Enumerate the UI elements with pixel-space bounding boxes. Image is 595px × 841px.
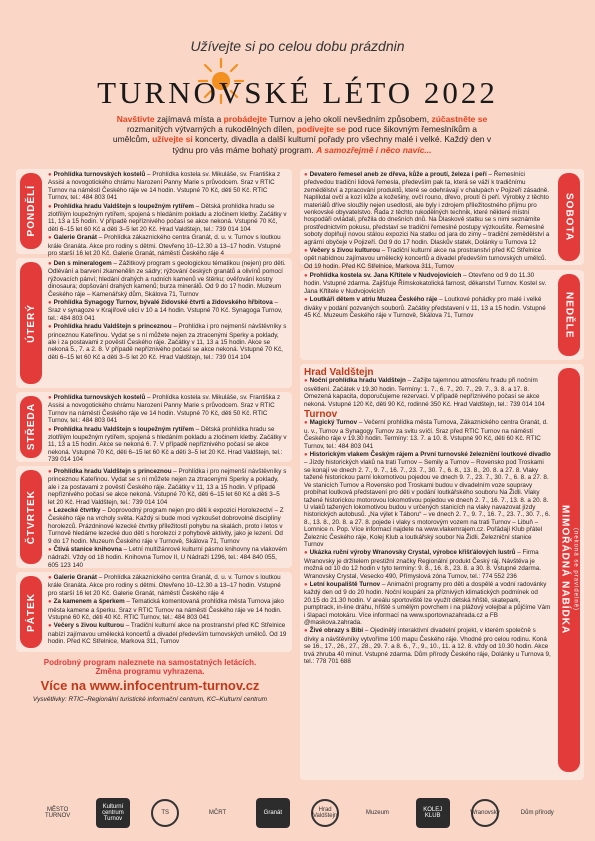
entry-title: Galerie Granát xyxy=(53,574,98,581)
program-entry xyxy=(48,546,288,569)
intro-segment: zajímavá místa a xyxy=(154,114,224,124)
day-tab-ctvrtek xyxy=(20,470,42,564)
day-label: NEDĚLE xyxy=(563,291,575,339)
program-entry xyxy=(48,203,288,234)
day-tab-patek xyxy=(20,576,42,648)
program-entry xyxy=(304,627,552,665)
partner-logo: Muzeum xyxy=(365,810,389,816)
day-tab-mimoradna xyxy=(558,368,580,772)
entries-pondeli xyxy=(48,171,288,258)
entry-title: Historickým vlakem Českým rájem a První turnovské železniční loutkové divadlo xyxy=(309,451,551,459)
entry-title: Devatero řemesel aneb ze dřeva, kůže a proutí, železa i peří xyxy=(309,171,487,178)
entries-patek xyxy=(48,574,288,647)
entries-streda xyxy=(48,394,288,465)
entry-title: Ukázka ruční výroby Wranovsky Crystal, výrobce křišťálových lustrů xyxy=(309,549,516,557)
entry-text: – Zažijte tajemnou atmosféru hradu při nočním osvětlení. Začátek v 19.30 hodin. Termíny: 1. 7., 6. 7., 20. 7., 29. 7., 3. 8. a 17. 8. Omezená kapacita, doporučujeme rezervaci. V případě nepříznivého počasí se akce nekoná. Vstupné 120 Kč, děti 90 Kč, rodinné 350 Kč. Hrad Valdštejn, tel.: 739 014 104 xyxy=(304,377,545,408)
program-entry xyxy=(48,468,288,506)
entry-title: Prohlídka turnovských kostelů xyxy=(53,171,146,178)
day-block-ctvrtek xyxy=(16,466,292,568)
entry-text: – Letní multižánrové kulturní pásmo knihovny na vlakovém nádraží. Vždy od 18 hodin. Knihovna Turnov II, U Nádraží 1296, tel.: 484 840 055, 605 123 140 xyxy=(48,546,288,569)
entry-text: – Otevřeno od 9 do 11.30 hodin. Vstupné zdarma. Zajišťuje Římskokatolická farnost, děkanství Turnov. Kostel sv. Jana Křtitele v Nudvojovicích xyxy=(304,272,547,295)
partner-logo: KOLEJ KLUB xyxy=(416,798,450,828)
entry-text: – Tematická komentovaná prohlídka města Turnova jako města kamene a šperku. Sraz v RTIC Turnov na náměstí Českého ráje ve 14 hodin. Vstupné 60 Kč, děti 40 Kč. RTIC Turnov, tel.: 484 803 041 xyxy=(48,598,284,622)
bullet-icon: ● xyxy=(304,452,308,459)
footer-note xyxy=(20,658,280,703)
partner-logo: Dům přírody xyxy=(520,810,554,816)
entries-nedele xyxy=(304,272,552,320)
day-block-pondeli xyxy=(16,169,292,258)
entry-title: Magický Turnov xyxy=(309,419,358,427)
bullet-icon: ● xyxy=(304,273,308,279)
intro-segment: Navštivte xyxy=(116,114,155,124)
intro-segment: Turnov a jeho okolí nevšedním způsobem, xyxy=(267,114,432,124)
program-entry xyxy=(48,507,288,545)
program-entry xyxy=(304,247,552,270)
entry-text: – Ojedinělý interaktivní divadelní projekt, v kterém společně s dívky a návštěvníky vytvoříme 100 mapu Českého ráje. Vhodné pro celou rodinu. Koná se 16., 17., 26., 27., 28., 29. 7. a 8. 6., 7., 9., 10., 11. a 12. 8. vždy od 10.30 hodin. Akce trvá zhruba 40 minut. Vstupné zdarma. Dům přírody Českého ráje, Dolánky u Turnova 9, tel.: 778 701 688 xyxy=(304,627,551,666)
program-entry xyxy=(48,394,288,425)
day-block-sobota xyxy=(300,169,584,270)
partner-logos xyxy=(0,785,595,841)
day-label: SOBOTA xyxy=(563,192,575,242)
footer-note-2: Změna programu vyhrazena. xyxy=(95,667,205,676)
intro-segment: koncerty, divadla a další kulturní pořady pro všechny malé i velké. Každý den v týdnu pro vás máme bohatý program. xyxy=(172,134,492,155)
section-heading: Turnov xyxy=(304,409,338,421)
entry-title: Prohlídka hradu Valdštejn s loupežným rytířem xyxy=(53,202,194,210)
bullet-icon: ● xyxy=(48,203,52,210)
program-entry xyxy=(304,272,552,295)
day-label: ČTVRTEK xyxy=(25,489,37,545)
partner-logo: Hrad Valdštejn xyxy=(311,799,339,827)
program-entry xyxy=(48,299,288,322)
entries-ctvrtek xyxy=(48,468,288,570)
entry-text: – Doprovodný program nejen pro děti k expozici Horolezectví – Z Českého ráje na vrcholy světa. Každý si bude moci vyzkoušet dobrovolné disciplíny horolezců. Prázdninové lezecké čtvrtky příležitostí pohybu na skalách, proto i letos v Turnově hledáme lezecké duo dětí s horolezci z pohybově aktivity, jako je lezení. Od 9 do 17 hodin. Muzeum Českého ráje v Turnově, Skálova 71, Turnov xyxy=(48,507,284,545)
intro-segment: A samozřejmě i něco navíc... xyxy=(316,144,432,155)
entry-title: Čtivá stanice knihovna xyxy=(53,546,122,554)
intro-segment: rozmanitých výtvarných a rukodělných dílen, xyxy=(126,124,297,135)
bullet-icon: ● xyxy=(48,235,52,242)
day-label: MIMOŘÁDNÁ NABÍDKA xyxy=(559,505,571,635)
intro-segment: probádejte xyxy=(223,114,268,124)
entry-text: – Prohlídka zákaznického centra Granát, d. u. v. Turnov s loutkou krále Granáta. Akce pro rodiny s dětmi. Otevřeno 10–12.30 a 13–17 hodin. Vstupné pro starší 16 let 20 Kč. Galerie Granát, náměstí Českého ráje 4 xyxy=(48,574,281,597)
bullet-icon: ● xyxy=(304,378,308,385)
page-title: TURNOVSKÉ LÉTO 2022 xyxy=(97,75,498,110)
program-entry xyxy=(48,426,288,464)
program-entry xyxy=(304,581,552,626)
day-tab-streda xyxy=(20,396,42,458)
program-entry xyxy=(304,549,552,580)
bullet-icon: ● xyxy=(304,248,308,255)
bullet-icon: ● xyxy=(304,581,308,588)
day-block-mimoradna xyxy=(300,364,584,780)
day-block-utery xyxy=(16,258,292,388)
entry-title: Prohlídka hradu Valdštejn s princeznou xyxy=(53,468,172,475)
partner-logo: Kulturní centrum Turnov xyxy=(96,798,130,828)
footer-site-prefix: Více na xyxy=(40,678,90,693)
entry-title: Živé obrazy s Bibi xyxy=(309,627,364,635)
subtitle: Užívejte si po celou dobu prázdnin xyxy=(190,38,405,54)
program-entry xyxy=(48,622,288,645)
program-entry xyxy=(304,451,552,548)
entry-title: Noční prohlídka hradu Valdštejn xyxy=(309,377,406,385)
entries-utery xyxy=(48,260,288,362)
day-label: PONDĚLÍ xyxy=(25,185,37,237)
entry-text: – Jízdy historických vlaků na trati Turnov – Semily a Turnov – Rovensko pod Troskami se konají ve dnech 2. 7., 9. 7., 16. 7., 23. 7., 30. 7., 6. 8., 13. 8., 20. 8. a 27. 8. Vlaky tažené historickou parní lokomotivou pojedou ve dnech 9. 7., 23. 7., 30. 7., 6. 8. a 27. 8. Ve stanicích Turnov a Rovensko pod Troskami budou v divadelním voze soupravy probíhat loutková představení pro děti v podání loutkářského souboru Na Židli. Vlaky tažené historickou motorovou lokomotivou pojedou ve dnech 2. 7., 16. 7., 13. 8. a 20. 8. U vlaků tažených lokomotivou budou v určených stanicích na vlaky navazovat jízdy historických autobusů. „Na výlet k Táboru“ – ve dnech 2. 7., 9. 7., 16. 7., 23. 7., 30. 7., 6. 8., 13. 8., 20. 8. a 27. 8. pojede i vlaky s motorovým vozem na trati Turnov – Libuň – Lomnice n. Pop. Více informací najdete na www.vlakemrajem.cz. Pořádají Klub přátel Železnic Českého ráje, Kolej Klub a loutkářský soubor Na Židli. Železniční stanice Turnov xyxy=(304,459,551,548)
program-entry xyxy=(48,171,288,202)
bullet-icon: ● xyxy=(304,628,308,635)
entry-text: – Prohlídka i pro nejmenší návštěvníky s princeznou Kateřinou. Vydat se s ní můžete nejen za ztracenými Sperky a poklady, ale i za postavami z pověstí Českého ráje. Začátky v 11, 13 a 15 hodin. V případě nepříznivého počasí se akce nekoná. Vstupné 70 Kč, děti 6–15 let 60 Kč a děti 3–5 let 20 Kč. Hrad Valdštejn, tel.: 739 014 104 xyxy=(48,468,287,506)
footer-site-link[interactable]: www.infocentrum-turnov.cz xyxy=(89,678,260,693)
entry-title: Lezecké čtvrtky xyxy=(53,507,101,515)
program-entry xyxy=(48,598,288,621)
day-label: PÁTEK xyxy=(25,592,37,632)
bullet-icon: ● xyxy=(48,575,52,581)
bullet-icon: ● xyxy=(48,395,52,401)
day-tab-utery xyxy=(20,262,42,384)
entry-text: – Loutkové pohádky pro malé i velké diváky v podání pozvaných souborů. Začátky představení v 11, 13 a 15 hodin. Vstupné 45 Kč. Muzeum Českého ráje v Turnově, Skálova 71, Turnov xyxy=(304,296,546,320)
bullet-icon: ● xyxy=(48,469,52,475)
footer-note-1: Podrobný program naleznete na samostatných letácích. xyxy=(43,658,257,667)
bullet-icon: ● xyxy=(48,324,52,331)
day-tab-nedele xyxy=(558,274,580,356)
intro-segment: podívejte se xyxy=(296,124,346,135)
footer-abbr: Vysvětlivky: RTIC–Regionální turistické informační centrum, KC–Kulturní centrum xyxy=(32,696,268,703)
day-tab-pondeli xyxy=(20,173,42,249)
partner-logo: Granát xyxy=(256,798,290,828)
day-block-nedele xyxy=(300,270,584,360)
entry-title: Loutkáři dětem v atriu Muzea Českého ráje xyxy=(309,296,438,304)
bullet-icon: ● xyxy=(304,550,308,557)
entries-mimoradna xyxy=(304,366,552,666)
program-entry xyxy=(48,234,288,257)
bullet-icon: ● xyxy=(48,599,52,606)
partner-logo: Wranovsky xyxy=(471,799,499,827)
header xyxy=(0,0,595,168)
entry-text: – Prohlídka kostela sv. Mikuláše, sv. Františka z Assisi a novogotického chrámu Narození Panny Marie s průvodcem. Sraz v RTIC Turnov na náměstí Českého ráje ve 14 hodin. Vstupné 70 Kč, děti 50 Kč. RTIC Turnov, tel.: 484 803 041 xyxy=(48,171,281,202)
mimoradna-note: (nekoná se pravidelně) xyxy=(572,528,579,612)
bullet-icon: ● xyxy=(304,297,308,304)
entry-title: Prohlídka turnovských kostelů xyxy=(53,394,146,401)
entry-title: Za kamenem a šperkem xyxy=(53,598,125,606)
intro-segment: pod ruce šikovným řemeslníkům a umělcům, xyxy=(112,124,478,145)
day-tab-sobota xyxy=(558,173,580,261)
entry-title: Prohlídka hradu Valdštejn s loupežným rytířem xyxy=(53,425,194,433)
entry-title: Letní koupaliště Turnov xyxy=(309,580,381,588)
entry-text: – Prohlídka zákaznického centra Granát, d. u. v. Turnov s loutkou krále Granáta. Akce pro rodiny s dětmi. Otevřeno 10–12.30 a 13–17 hodin. Vstupné pro starší 16 let 20 Kč. Galerie Granát, náměstí Českého ráje 4 xyxy=(48,234,281,258)
entry-text: – Řemeslníci předvedou tradiční lidová řemesla, především pak ta, která se váží k tradičnímu zemědělství a zpracování produktů, které se odehrávají v chalupách v Pojizeří zásadně. Naplíkdal ovčí a kozí kůže a kožešiny, ovčí rouno, dřevo, proutí či peří. Výrobky z těchto materiálů dříve sloužily nejen usedlosti, ale byly i zdrojem příležitostného příjmu pro venkovské obyvatelstvo. Řada z těchto rukodělných technik, které některé místní hospodáři ovládali, přežila do dnešních dnů. Na Dlaskově statku se s nimi seznámíte prostřednictvím pokusu, představí se tradiční řemeslné postupy výzkoušíte. Řemeslné soboty doplňují novou stálou expozici Na statku od jara do zimy – tradiční zemědělství a agrární obyčeje v Pojizeří. Od 9 do 17 hodin. Dlaskův statek, Dolánky u Turnova 12 xyxy=(304,171,550,246)
bullet-icon: ● xyxy=(48,508,52,515)
program-entry xyxy=(48,260,288,298)
program-entry xyxy=(304,419,552,450)
entry-text: – Firma Wranovsky je držitelem prestižní značky Regionální produkt Český ráj. Návštěva je možná od 10 do 12 hodin v tyto termíny: 9. 8., 16. 8., 23. 8. a 30. 8. Vstupné zdarma. Wranovsky Crystal, Vesecko 490, Přímyslová zóna Turnov, tel.: 774 552 236 xyxy=(304,549,541,580)
entry-title: Večery s živou kulturou xyxy=(309,247,380,255)
intro-segment: zúčastněte se xyxy=(431,114,488,124)
entry-title: Den s mineralogem xyxy=(53,260,112,267)
bullet-icon: ● xyxy=(48,623,52,630)
partner-logo: MĚSTO TURNOV xyxy=(44,807,71,819)
day-block-streda xyxy=(16,392,292,462)
bullet-icon: ● xyxy=(304,172,308,178)
program-entry xyxy=(304,296,552,319)
entry-title: Večery s živou kulturou xyxy=(53,622,124,630)
entry-title: Galerie Granát xyxy=(53,234,98,242)
intro-segment: užívejte si xyxy=(152,134,193,145)
entry-title: Prohlídka kostela sv. Jana Křtitele v Nudvojovicích xyxy=(309,272,462,279)
bullet-icon: ● xyxy=(48,300,52,307)
entry-text: – Dětská prohlídka hradu se zlotřilým loupežným rytířem, spojená s hledáním pokladu a zločinem kletby. Začátky v 11, 13 a 15 hodin. V případě nepříznivého počasí se akce nekoná. Vstupné 70 Kč, děti 6–15 let 60 Kč a děti 3–5 let 20 Kč. Hrad Valdštejn, tel.: 739 014 104 xyxy=(48,202,287,233)
entry-text: – Prohlídka i pro nejmenší návštěvníky s princeznou Kateřinou. Vydat se s ní můžete nejen za ztracenými Sperky a poklady, ale i za postavami z pověstí Českého ráje. Začátky v 11, 13 a 15 hodin. Akce se nekoná 5., 7. a 2. 8. V případě nepříznivého počasí se akce nekoná. Vstupné 70 Kč, děti 6–15 let 60 Kč a děti 3–5 let 20 Kč. Hrad Valdštejn, tel.: 739 014 104 xyxy=(48,323,287,361)
entry-text: – Tradiční kulturní akce na prostranství před KC Střelnice nabízí zajímavou umělecká koncertů a divadel především turnovských umělců. Od 19 hodin. Před KC Střelnice, Markova 311, Turnov xyxy=(48,622,287,646)
day-label: STŘEDA xyxy=(25,403,37,451)
partner-logo: MČRT xyxy=(208,810,227,816)
entry-text: – Večerní prohlídka města Turnova, Zákaznického centra Granát, d. u. v., Turnov a Synagogy Turnov za svitu svíčí. Sraz před RTIC Turnov na náměstí Českého ráje v 19.30 hodin. Termíny: 13. 7. a 10. 8. Vstupné 90 Kč, děti 60 Kč. RTIC Turnov, tel.: 484 803 041 xyxy=(304,419,548,450)
entry-text: – Animační programy pro děti a dospělé a vodní radovánky každý den od 9 do 20 hodin. Noční koupání za příznivých klimatických podmínek od 20.15 do 21.30 hodin. V areálu sportoviště lze využít dětská hřiště, skatepark, pumptrack, in-line dráhu, hřiště s umělým povrchem i na plážový volejbal a půjčíme Vám i šlapací motokáru. Více informací na www.sportovnazahrada.cz a FB @maskova.zahrada. xyxy=(304,580,551,626)
day-block-patek xyxy=(16,572,292,652)
bullet-icon: ● xyxy=(48,426,52,433)
program-entry xyxy=(48,323,288,361)
entry-text: – Tradiční kulturní akce na prostranství před KC Střelnice opět nabídnou zajímavou umělecký koncertů a divadel především turnovských umělců. Od 19 hodin. Před KC Střelnice, Markova 311, Turnov xyxy=(304,247,547,270)
partner-logo: TS xyxy=(151,799,179,827)
bullet-icon: ● xyxy=(48,172,52,178)
program-entry xyxy=(48,574,288,597)
entry-text: – Prohlídka kostela sv. Mikuláše, sv. Františka z Assisi a novogotického chrámu Narození Panny Marie s průvodcem. Sraz v RTIC Turnov na náměstí Českého ráje ve 14 hodin. Vstupné 70 Kč, děti 50 Kč. RTIC Turnov, tel.: 484 803 041 xyxy=(48,394,281,425)
bullet-icon: ● xyxy=(304,420,308,427)
program-entry xyxy=(304,377,552,408)
footer-site xyxy=(20,678,280,693)
section-heading: Hrad Valdštejn xyxy=(304,367,374,378)
day-label: ÚTERÝ xyxy=(25,303,37,343)
entry-title: Prohlídka hradu Valdštejn s princeznou xyxy=(53,323,172,331)
bullet-icon: ● xyxy=(48,547,52,554)
intro-text xyxy=(108,114,496,155)
entry-text: – Sraz v synagoze v Krajířově ulici v 10 a 14 hodin. Vstupné 70 Kč. Synagoga Turnov, tel.: 484 803 041 xyxy=(48,299,283,322)
entry-text: – Zážitkový program s geologickou tématikou (nejen) pro děti. Odlévání a barvení zkamenělin ze sádry; rýžování českých granátů a olivínů pomocí rýžovacích pánví; hledání drahých a rudních kamenů ve štěrku; ověřování kostry dinosaura; dopšování drahých kamenů; burza minerálů. Od 9 do 17 hodin. Muzeum Českého ráje – Kamenářský dům, Skálova 71, Turnov xyxy=(48,260,286,298)
entries-sobota xyxy=(304,171,552,271)
entry-text: – Dětská prohlídka hradu se zlotřilým loupežným rytířem, spojená s hledáním pokladu a zločinem kletby. Začátky v 11, 13 a 15 hodin. Akce se nekoná 6. 7. V případě nepříznivého počasí se akce nekoná. Vstupné 70 Kč, děti 6–15 let 60 Kč a děti 3–5 let 20 Kč. Hrad Valdštejn, tel.: 739 014 104 xyxy=(48,425,287,464)
program-entry xyxy=(304,171,552,246)
entry-title: Prohlídka Synagogy Turnov, bývalé židovské čtvrti a židovského hřbitova xyxy=(53,299,273,307)
bullet-icon: ● xyxy=(48,261,52,267)
